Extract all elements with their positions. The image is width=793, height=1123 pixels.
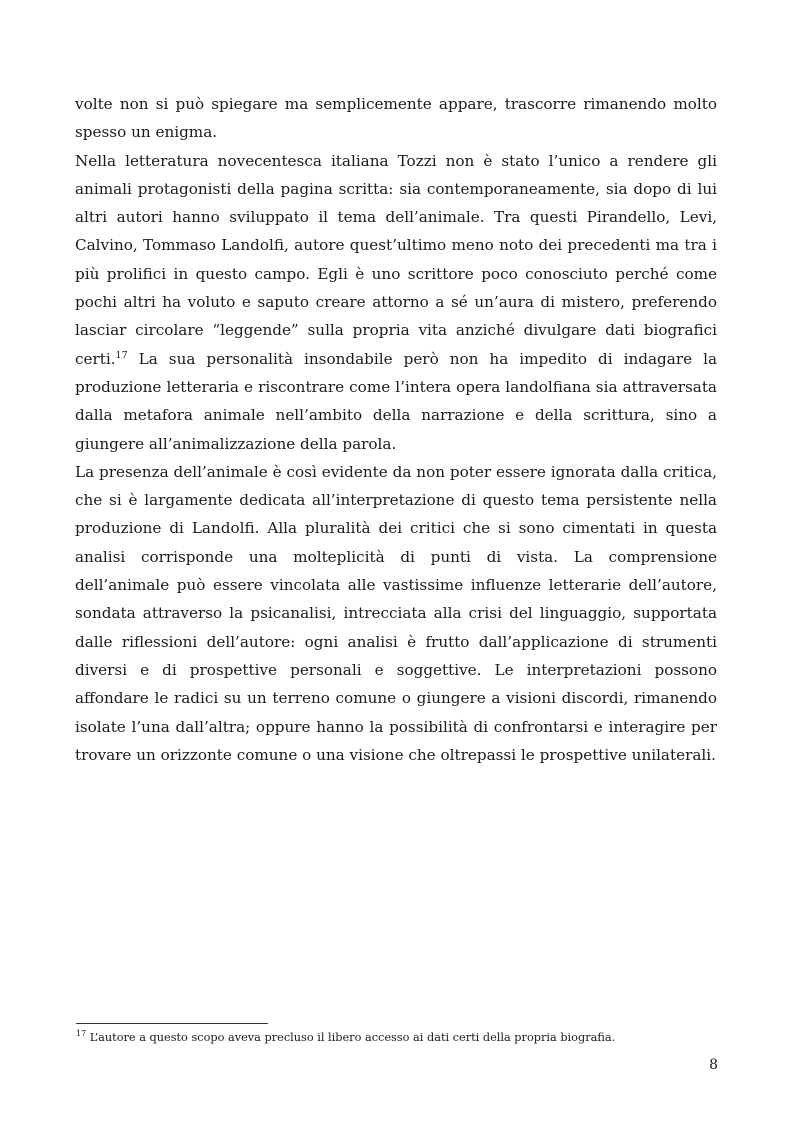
body-text	[75, 90, 717, 769]
paragraph-2-text-after: La sua personalità insondabile però non ha impedito di indagare la produzione letteraria e riscontrare come l’intera opera landolfiana sia attraversata dalla metafora animale nell’ambito della narrazione e della scrittura, sino a giungere all’animalizzazione della parola.	[75, 349, 717, 453]
paragraph-3: La presenza dell’animale è così evidente da non poter essere ignorata dalla critica, che si è largamente dedicata all’interpretazione di questo tema persistente nella produzione di Landolfi. Alla pluralità dei critici che si sono cimentati in questa analisi corrisponde una molteplicità di punti di vista. La comprensione dell’animale può essere vincolata alle vastissime influenze letterarie dell’autore, sondata attraverso la psicanalisi, intrecciata alla crisi del linguaggio, supportata dalle riflessioni dell’autore: ogni analisi è frutto dall’applicazione di strumenti diversi e di prospettive personali e soggettive. Le interpretazioni possono affondare le radici su un terreno comune o giungere a visioni discordi, rimanendo isolate l’una dall’altra; oppure hanno la possibilità di confrontarsi e interagire per trovare un orizzonte comune o una visione che oltrepassi le prospettive unilaterali.	[75, 462, 717, 764]
footnote-text: L’autore a questo scopo aveva precluso il libero accesso ai dati certi della propria biografia.	[86, 1031, 616, 1044]
footnote-separator	[76, 1023, 268, 1024]
paragraph-2-text-before: Nella letteratura novecentesca italiana Tozzi non è stato l’unico a rendere gli animali protagonisti della pagina scritta: sia contemporaneamente, sia dopo di lui altri autori hanno sviluppato il tema dell’animale. Tra questi Pirandello, Levi, Calvino, Tommaso Landolfi, autore quest’ultimo meno noto dei precedenti ma tra i più prolifici in questo campo. Egli è uno scrittore poco conosciuto perché come pochi altri ha voluto e saputo creare attorno a sé un’aura di mistero, preferendo lasciar circolare “leggende” sulla propria vita anziché divulgare dati biografici certi.	[75, 151, 717, 368]
footnote-reference: 17	[115, 349, 128, 361]
footnote	[76, 1030, 716, 1046]
paragraph-1: volte non si può spiegare ma semplicemente appare, trascorre rimanendo molto spesso un enigma.	[75, 95, 717, 142]
paragraph-2	[75, 147, 717, 458]
page-number: 8	[709, 1057, 718, 1073]
footnote-number: 17	[76, 1029, 87, 1039]
